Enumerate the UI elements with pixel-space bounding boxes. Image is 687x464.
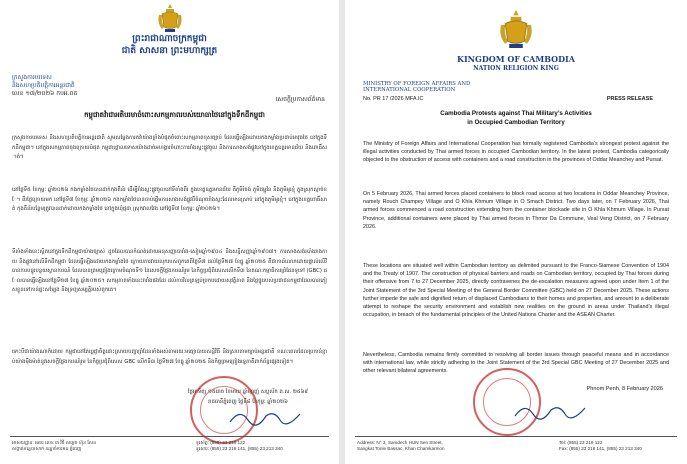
kingdom-title: KINGDOM OF CAMBODIA	[456, 54, 575, 64]
paragraph-1: The Ministry of Foreign Affairs and International Cooperation has formally registered Cambodia’s strongest protest against the illegal activities conducted by Thai armed forces in occupied Cambodian territory. In the latest protest, Cambodia categorically objected to the obstruction of access with containers and a road construction in the provinces of Oddar Meanchey and Pursat.	[363, 141, 669, 164]
footer-divider	[355, 436, 677, 437]
paragraph-3: ទីតាំងទាំងនេះស្ថិតនៅក្នុងទឹកដីកម្ពុជាយ៉ាងច្បាស់ ដូចដែលបានកំណត់ដោយអនុសញ្ញាបារាំង-សៀមឆ្នាំ១៩០៤ និងសន្ធិសញ្ញាឆ្នាំ១៩០៧។ ការសាងសង់របាំងរាងកាយ និងផ្លូវនៅលើទឹកដីកម្ពុជា ដែលធ្វើឡើងដោយកងកម្លាំងថៃ ក្រោយការវាយលុករបស់ពួកគេពីថ្ងៃទី៧ ដល់ថ្ងៃទី២៧ ខែធ្នូ ឆ្នាំ២០២៥ គឺជាការរំលោភដោយផ្ទាល់លើវិធានការបន្ធូរបន្ថយស្ថានការណ៍ ដែលបានព្រមព្រៀងក្រោមចំណុចទី១ នៃសេចក្តីថ្លែងការណ៍រួម នៃកិច្ចប្រជុំពិសេសលើកទី៣ នៃគណៈកម្មាធិការព្រំដែនទូទៅ (GBC) ដែលបានធ្វើឡើងនៅថ្ងៃទី២៧ ខែធ្នូ ឆ្នាំ២០២៥។ សកម្មភាពទាំងនេះរារាំងផងដែរ ដល់ការវិលត្រឡប់ប្រកបដោយសុវត្ថិភាព និងថ្លៃថ្នូររបស់ប្រជាជនកម្ពុជាដែលបានភៀសខ្លួនទៅកាន់ផ្ទះសម្បែង និងទ្រព្យសម្បត្តិរបស់ពួកគេ។	[12, 249, 327, 294]
headline	[375, 110, 657, 127]
paragraph-4: Nevertheless, Cambodia remains firmly committed to resolving all border issues through peaceful means and in accordance with international law, while strictly adhering to the Joint Statement of the 3rd Special GBC Meeting of 27 December 2025 and other relevant bilateral agreements.	[363, 352, 669, 375]
footer-divider	[10, 436, 329, 437]
footer-fax: ទូរសារ: (855) 23 216 141, (855) 23 213 340	[196, 446, 283, 451]
ministry-name: MINISTRY OF FOREIGN AFFAIRS AND INTERNATIONAL COOPERATION	[363, 81, 471, 94]
paragraph-1: ក្រសួងការបរទេស និងសហប្រតិបត្តិការអន្តរជាតិ សូមសម្តែងការតវ៉ាយ៉ាងខ្លាំងបំផុតចំពោះសកម្មភាពខុសច្បាប់ ដែលធ្វើឡើងដោយកងកម្លាំងប្រដាប់អាវុធថៃ នៅក្នុងទឹកដីកម្ពុជា។ នៅក្នុងសកម្មភាពចុងក្រោយបំផុត កម្ពុជាថ្កោលទោសយ៉ាងដាច់អហង្ការចំពោះការរាំងស្ទះផ្លូវចូល និងការសាងសង់ផ្លូវនៅក្នុងខេត្តឧត្តរមានជ័យ និងពោធិ៍សាត់។	[12, 135, 327, 161]
ministry-name-line1: ក្រសួងការបរទេស	[12, 74, 52, 81]
ministry-header	[12, 74, 140, 98]
document-type: សេចក្តីប្រកាសព័ត៌មាន	[275, 96, 325, 103]
document-number: No. PR 17 /2026 MFA.IC	[363, 96, 424, 102]
footer-address-line1: Address: N° 3, Samdech HUN Sen Street,	[357, 440, 443, 445]
lunar-date: ថ្ងៃអាទិត្យ ១៥រោច ខែមាឃ ឆ្នាំម្សាញ់ សប្តស័ក ព.ស. ២៥៦៩	[187, 389, 309, 395]
paragraph-2: On 5 February 2026, Thai armed forces placed containers to block road access at two locations in Oddar Meanchey Province, namely Rouch Champey Village and O Khla Khmum Village in O Smach District. Two days later, on 7 February 2026, Thai armed forces commenced a road construction extending from the container blockade site in O Khla Khmum Village. In Pursat Province, additional containers were placed by Thai armed forces in Thmor Da Commune, Veal Veng District, on 7 February 2026.	[363, 191, 669, 230]
footer-address	[12, 440, 96, 452]
kingdom-motto: ជាតិ សាសនា ព្រះមហាក្សត្រ	[121, 46, 218, 56]
khmer-press-release-page	[0, 0, 339, 464]
paragraph-3: These locations are situated well within Cambodian territory as delimited pursuant to the Franco-Siamese Convention of 1904 and the Treaty of 1907. The construction of physical barriers and roads on Cambodian territory, occupied by Thai forces during their offensive from 7 to 27 December 2025, directly contravenes the de-escalation measures agreed upon under Item 1 of the Joint Statement of the 3rd Special Meeting of the General Border Committee (GBC) held on 27 December 2025. These actions further impede the safe and dignified return of displaced Cambodians to their homes and properties, and amount to a deliberate attempt to reshape the security environment and establish new realities on the ground in areas under Thailand’s illegal occupation, in breach of the fundamental principles of the United Nations Charter and the ASEAN Charter.	[363, 263, 669, 319]
headline-line2: in Occupied Cambodian Territory	[467, 118, 565, 126]
footer-contact	[559, 440, 642, 452]
signature	[513, 398, 593, 424]
signature	[228, 404, 308, 430]
footer-address-line1: អាសយដ្ឋាន: អគារ លេខ ៣ វិថី សម្តេច ហ៊ុន សែន	[12, 440, 97, 445]
english-press-release-page	[345, 0, 687, 464]
date-place: Phnom Penh, 8 February 2026	[586, 386, 663, 392]
kingdom-title: ព្រះរាជាណាចក្រកម្ពុជា	[132, 34, 207, 44]
royal-emblem-icon	[497, 8, 535, 50]
footer-contact	[196, 440, 283, 452]
paragraph-4: ទោះបីជាយ៉ាងណាក៏ដោយ កម្ពុជានៅតែប្តេជ្ញាចិត្តដោះស្រាយបញ្ហាព្រំដែនទាំងអស់តាមរយៈមធ្យោបាយសន្តិវិធី និងស្របតាមច្បាប់អន្តរជាតិ ខណៈពេលដែលប្រកាន់ខ្ជាប់យ៉ាងម៉ឺងម៉ាត់នូវសេចក្តីថ្លែងការណ៍រួម នៃកិច្ចប្រជុំពិសេស GBC លើកទី៣ ថ្ងៃទី២៧ ខែធ្នូ ឆ្នាំ២០២៥ និងកិច្ចព្រមព្រៀងទ្វេភាគីពាក់ព័ន្ធផ្សេងទៀត។	[12, 349, 327, 365]
document-number: លេខ ១៧/២០២៦ កបអ.ពត	[12, 90, 78, 97]
headline: កម្ពុជាតវ៉ាជាអតិបរមាចំពោះសកម្មភាពរបស់យោធាថៃនៅក្នុងទឹកដីកម្ពុជា	[84, 111, 265, 119]
footer-fax: Fax: (855) 23 216 141, (855) 23 213 340	[559, 446, 642, 451]
footer-address-line2: Sangkat Tonle Bassac, Khan Chamkarmon	[357, 446, 445, 451]
footer-phone: Tel: (855) 23 216 122	[559, 440, 603, 445]
footer-address	[357, 440, 445, 452]
document-type: PRESS RELEASE	[606, 96, 653, 102]
royal-emblem-icon	[156, 3, 184, 33]
ministry-name-line2: និងសហប្រតិបត្តិការអន្តរជាតិ	[12, 82, 75, 89]
headline-line1: Cambodia Protests against Thai Military’s Activities	[440, 110, 592, 117]
footer-address-line2: សង្កាត់ទន្លេបាសាក់ ខណ្ឌចំការមន ភ្នំពេញ	[12, 446, 82, 451]
date-place: រាជធានីភ្នំពេញ ថ្ងៃទី៨ ខែកុម្ភៈ ឆ្នាំ២០២៦	[208, 399, 288, 405]
footer-phone: ទូរស័ព្ទ: (855) 23 216 122	[196, 440, 246, 445]
kingdom-motto: NATION RELIGION KING	[473, 65, 559, 72]
paragraph-2: នៅថ្ងៃទី៥ ខែកុម្ភៈ ឆ្នាំ២០២៦ កងកម្លាំងថៃបានដាក់កុងតឺន័រ ដើម្បីរាំងស្ទះផ្លូវចូលនៅទីតាំងពីរ ក្នុងខេត្តឧត្តរមានជ័យ គឺភូមិរំចង់ ភូមិជម្ពូវ័ន និងភូមិអូរខ្មុំ ក្នុងស្រុកស្មាច់ខែ។ ពីរថ្ងៃក្រោយមក នៅថ្ងៃទី៧ ខែកុម្ភៈ ឆ្នាំ២០២៦ កងកម្លាំងថៃបានចាប់ផ្តើមការសាងសង់ផ្លូវពីចំណុចរាំងស្ទះដែលមានស្រាប់ នៅក្នុងភូមិអូរខ្មុំ។ នៅក្នុងខេត្តពោធិ៍សាត់ កុងតឺន័របន្ថែមត្រូវបានដាក់ដោយកងកម្លាំងថៃ នៅក្នុងឃុំថ្មដា ស្រុកវាលវែង នៅថ្ងៃទី៧ ខែកុម្ភៈ ឆ្នាំ២០២៦។	[12, 187, 327, 213]
